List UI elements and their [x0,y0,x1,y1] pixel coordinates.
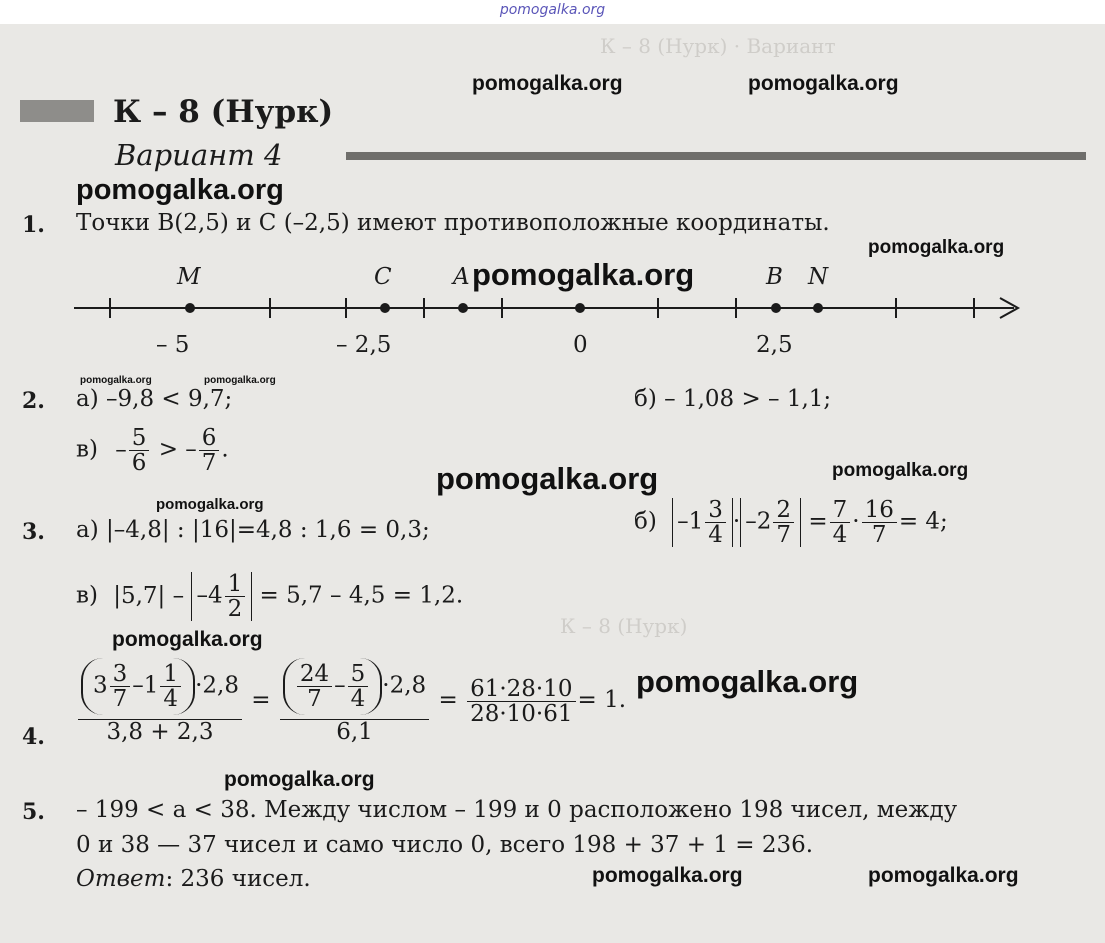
watermark: pomogalka.org [156,496,264,513]
point-b [771,303,781,313]
watermark: pomogalka.org [80,375,152,386]
task2-number: 2. [22,388,45,414]
watermark: pomogalka.org [832,460,969,481]
watermark: pomogalka.org [472,257,695,292]
task5-number: 5. [22,799,45,825]
task2-v: в) – $\frac{5}{6}$ > – $\frac{6}{7}$ . [76,425,229,477]
task5-line2: 0 и 38 — 37 чисел и само число 0, всего 198 + 37 + 1 = 236. [76,832,814,858]
task3-number: 3. [22,519,45,545]
point-a [458,303,468,313]
task4-number: 4. [22,724,45,750]
watermark: pomogalka.org [76,174,284,206]
page-title: К – 8 (Нурк) [113,94,334,130]
watermark: pomogalka.org [592,864,743,887]
header-rule [346,152,1086,160]
watermark: pomogalka.org [748,72,899,95]
fraction: $\frac{6}{7}$ [199,426,220,475]
tick-label: 2,5 [756,332,793,358]
task1-number: 1. [22,212,45,238]
label-n: N [808,264,829,290]
task5-answer [76,866,311,892]
task3-b: б) –1 $\frac{3}{4}$ · –2 $\frac{2}{7}$ = $\frac{7}{4}$ · $\frac{16}{7}$ = 4; [634,497,948,549]
label-c: C [374,264,392,290]
label-m: M [177,264,201,290]
task1-text: Точки B(2,5) и C (–2,5) имеют противоположные координаты. [76,210,830,236]
label-a: A [453,264,470,290]
watermark: pomogalka.org [472,72,623,95]
answer-label: Ответ [76,866,166,892]
point-c [380,303,390,313]
task3-a: а) |–4,8| : |16|=4,8 : 1,6 = 0,3; [76,517,430,543]
answer-text: : 236 чисел. [165,866,311,892]
watermark: pomogalka.org [868,237,1005,258]
watermark: pomogalka.org [204,375,276,386]
watermark: pomogalka.org [436,461,659,496]
fraction: $\frac{5}{6}$ [129,426,150,475]
watermark: pomogalka.org [112,628,263,651]
variant-label: Вариант 4 [115,138,283,172]
header-bar [20,100,94,122]
task5-line1: – 199 < a < 38. Между числом – 199 и 0 расположено 198 чисел, между [76,797,958,823]
watermark: pomogalka.org [636,664,859,699]
task2-v-prefix: в) [76,436,98,463]
point-n [813,303,823,313]
task2-a: а) –9,8 < 9,7; [76,386,233,412]
task3-v: в) |5,7| – –4 $\frac{1}{2}$ = 5,7 – 4,5 = 1,2. [76,571,464,623]
ghost-text: К – 8 (Нурк) [560,614,688,638]
point-zero [575,303,585,313]
tick-label: – 5 [156,332,190,358]
watermark: pomogalka.org [868,864,1019,887]
task4-expression: 3 $\frac{3}{7}$ –1 $\frac{1}{4}$ ·2,8 3,8 + 2,3 = $\frac{24}{7}$ – $\frac{5}{4}$ ·2,8 6,1 = $\frac{61\cdot 28\cdot 10}{28\cdot 10\cdot 61}$ = 1. [76,658,626,744]
textbook-page [0,24,1105,943]
label-b: B [766,264,783,290]
ghost-text: К – 8 (Нурк) · Вариант [600,34,836,58]
number-line [70,292,1030,328]
tick-label: – 2,5 [336,332,392,358]
watermark: pomogalka.org [224,768,375,791]
tick-label: 0 [573,332,588,358]
top-site-link[interactable]: pomogalka.org [499,2,606,18]
point-m [185,303,195,313]
task2-b: б) – 1,08 > – 1,1; [634,386,832,412]
